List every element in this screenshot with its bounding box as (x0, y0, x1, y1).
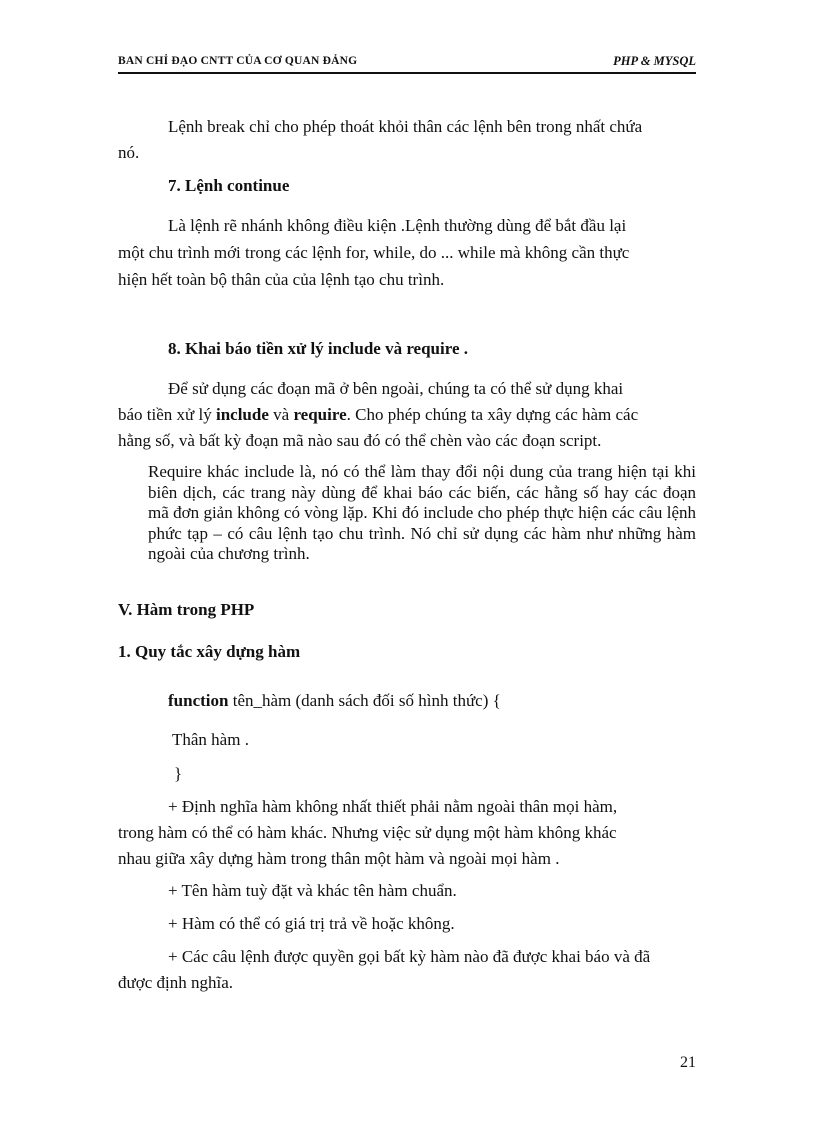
function-code-line-1 (168, 689, 501, 713)
rule-1-line-1: + Định nghĩa hàm không nhất thiết phải nằm ngoài thân mọi hàm, (168, 797, 618, 816)
section-7-heading: 7. Lệnh continue (168, 176, 290, 195)
section-8-line-1: Để sử dụng các đoạn mã ở bên ngoài, chúng ta có thể sử dụng khai (168, 379, 624, 398)
subsection-1-heading: 1. Quy tắc xây dựng hàm (118, 642, 301, 661)
function-keyword: function (168, 691, 229, 710)
section-8-heading: 8. Khai báo tiền xử lý include và require . (168, 339, 469, 358)
page-header (118, 52, 696, 74)
section-7-line-3: hiện hết toàn bộ thân của của lệnh tạo chu trình. (118, 270, 445, 289)
section-v-heading: V. Hàm trong PHP (118, 600, 255, 619)
function-signature: tên_hàm (danh sách đối số hình thức) { (228, 691, 501, 710)
section-8-line-2-pre: báo tiền xử lý (118, 405, 216, 424)
section-8-line-3: hằng số, và bất kỳ đoạn mã nào sau đó có thể chèn vào các đoạn script. (118, 431, 602, 450)
break-note-line-2: nó. (118, 143, 140, 162)
require-explanation: Require khác include là, nó có thể làm thay đổi nội dung của trang hiện tại khi biên dịch, các trang này dùng để khai báo các biến, các hằng số hay các đoạn mã đơn giản không có vòng lặp. Khi đó include cho phép thực hiện các câu lệnh phức tạp – có câu lệnh tạo chu trình. Nó chỉ sử dụng các hàm như những hàm ngoài của chương trình. (148, 462, 696, 563)
section-8-line-2-post: . Cho phép chúng ta xây dựng các hàm các (346, 405, 639, 424)
rule-1-line-3: nhau giữa xây dựng hàm trong thân một hàm và ngoài mọi hàm . (118, 849, 560, 868)
function-code-line-2: Thân hàm . (172, 730, 249, 749)
section-8-line-2-mid: và (268, 405, 294, 424)
require-keyword: require (293, 405, 347, 424)
header-right-title: PHP & MYSQL (613, 54, 696, 68)
include-keyword: include (215, 405, 269, 424)
rule-4-line-1: + Các câu lệnh được quyền gọi bất kỳ hàm nào đã được khai báo và đã (168, 947, 651, 966)
section-7-line-1: Là lệnh rẽ nhánh không điều kiện .Lệnh thường dùng để bắt đầu lại (168, 216, 627, 235)
rule-4-line-2: được định nghĩa. (118, 973, 233, 992)
function-code-line-3: } (174, 764, 183, 783)
section-8-line-2 (118, 403, 638, 427)
header-left-title: BAN CHỈ ĐẠO CNTT CỦA CƠ QUAN ĐẢNG (118, 55, 358, 67)
rule-2: + Tên hàm tuỳ đặt và khác tên hàm chuẩn. (168, 881, 457, 900)
rule-3: + Hàm có thể có giá trị trả về hoặc không. (168, 914, 455, 933)
break-note-line-1: Lệnh break chỉ cho phép thoát khỏi thân các lệnh bên trong nhất chứa (168, 117, 643, 136)
section-7-line-2: một chu trình mới trong các lệnh for, while, do ... while mà không cần thực (118, 243, 630, 262)
page-number: 21 (680, 1054, 696, 1071)
rule-1-line-2: trong hàm có thể có hàm khác. Nhưng việc sử dụng một hàm không khác (118, 823, 617, 842)
